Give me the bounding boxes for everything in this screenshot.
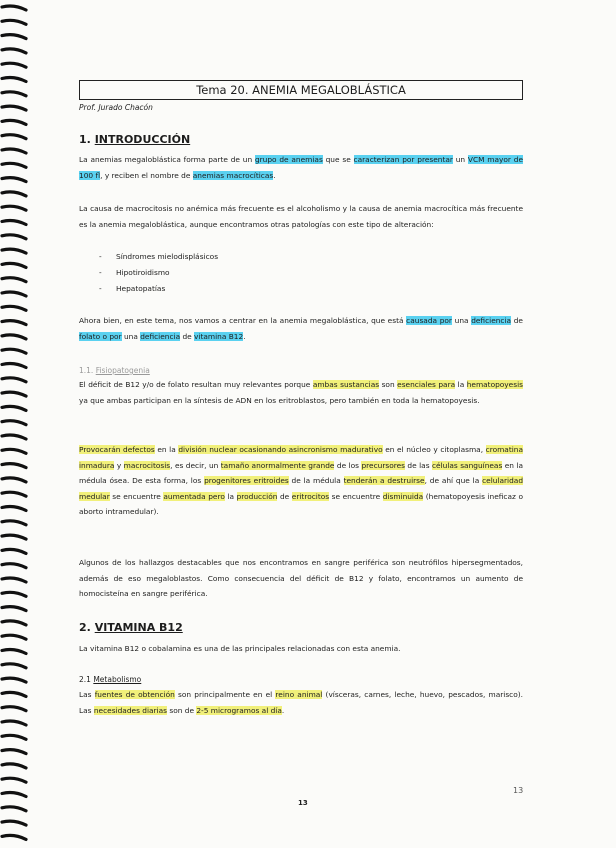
spiral-ring xyxy=(2,120,26,124)
spiral-ring xyxy=(2,263,26,267)
paragraph-focus: Ahora bien, en este tema, nos vamos a centrar en la anemia megaloblástica, que está causada por una deficiencia de folato o por una deficiencia de vitamina B12. xyxy=(79,316,523,341)
subsection-heading-2-1 xyxy=(79,675,141,684)
spiral-ring xyxy=(2,149,26,153)
spiral-ring xyxy=(2,192,26,196)
spiral-ring xyxy=(2,406,26,410)
section-heading-1 xyxy=(79,133,190,146)
section-heading-2 xyxy=(79,621,183,634)
spiral-ring xyxy=(2,535,26,539)
spiral-ring xyxy=(2,750,26,754)
spiral-ring xyxy=(2,592,26,596)
spiral-ring xyxy=(2,49,26,53)
spiral-ring xyxy=(2,35,26,39)
spiral-ring xyxy=(2,507,26,511)
author: Prof. Jurado Chacón xyxy=(79,103,153,112)
spiral-ring xyxy=(2,235,26,239)
page-number-corner: 13 xyxy=(513,786,524,795)
spiral-ring xyxy=(2,821,26,825)
section-number: 2. xyxy=(79,621,91,634)
spiral-ring xyxy=(2,78,26,82)
spiral-ring xyxy=(2,492,26,496)
spiral-ring xyxy=(2,421,26,425)
page-title: Tema 20. ANEMIA MEGALOBLÁSTICA xyxy=(79,80,523,100)
spiral-ring xyxy=(2,564,26,568)
causes-list xyxy=(99,249,218,297)
spiral-ring xyxy=(2,63,26,67)
subsection-heading-1-1 xyxy=(79,366,150,375)
spiral-ring xyxy=(2,221,26,225)
list-item: - Hepatopatías xyxy=(99,281,218,297)
spiral-ring xyxy=(2,621,26,625)
paragraph-causes: La causa de macrocitosis no anémica más frecuente es el alcoholismo y la causa de anemia macrocítica más frecuente es la anemia megaloblástica, aunque encontramos otras patologías con este tipo de alteración: xyxy=(79,204,523,229)
spiral-ring xyxy=(2,778,26,782)
section-number: 1. xyxy=(79,133,91,146)
list-item: - Síndromes mielodisplásicos xyxy=(99,249,218,265)
spiral-ring xyxy=(2,707,26,711)
spiral-ring xyxy=(2,6,26,10)
spiral-ring xyxy=(2,664,26,668)
spiral-ring xyxy=(2,835,26,839)
spiral-ring xyxy=(2,807,26,811)
spiral-ring xyxy=(2,335,26,339)
spiral-ring xyxy=(2,20,26,24)
spiral-ring xyxy=(2,106,26,110)
spiral-ring xyxy=(2,364,26,368)
section-title: VITAMINA B12 xyxy=(94,621,183,634)
paragraph-b12: La vitamina B12 o cobalamina es una de las principales relacionadas con esta anemia. xyxy=(79,644,401,653)
spiral-ring xyxy=(2,435,26,439)
subsection-title: Metabolismo xyxy=(93,675,142,684)
subsection-number: 2.1 xyxy=(79,675,91,684)
page-number: 13 xyxy=(298,799,308,807)
spiral-ring xyxy=(2,678,26,682)
spiral-ring xyxy=(2,692,26,696)
paragraph-fisiopatogenia: El déficit de B12 y/o de folato resultan muy relevantes porque ambas sustancias son esenciales para la hematopoyesis ya que ambas participan en la síntesis de ADN en los eritroblastos, pero también en toda la hematopoyesis. xyxy=(79,380,523,405)
spiral-ring xyxy=(2,464,26,468)
spiral-ring xyxy=(2,92,26,96)
spiral-binding xyxy=(0,0,36,848)
spiral-ring xyxy=(2,793,26,797)
spiral-ring xyxy=(2,478,26,482)
spiral-ring xyxy=(2,249,26,253)
spiral-ring xyxy=(2,549,26,553)
section-title: INTRODUCCIÓN xyxy=(94,133,191,146)
spiral-ring xyxy=(2,163,26,167)
spiral-ring xyxy=(2,135,26,139)
spiral-ring xyxy=(2,650,26,654)
subsection-number: 1.1. xyxy=(79,366,94,375)
spiral-ring xyxy=(2,735,26,739)
paragraph-defects: Provocarán defectos en la división nuclear ocasionando asincronismo madurativo en el núcleo y citoplasma, cromatina inmadura y macrocitosis, es decir, un tamaño anormalmente grande de los precursores de las células sanguíneas en la médula ósea. De esta forma, los progenitores eritroides de la médula tenderán a destruirse, de ahí que la celularidad medular se encuentre aumentada pero la producción de eritrocitos se encuentre disminuida (hematopoyesis ineficaz o aborto intramedular). xyxy=(79,445,524,516)
list-item: - Hipotiroidismo xyxy=(99,265,218,281)
spiral-ring xyxy=(2,206,26,210)
paragraph-metabolism: Las fuentes de obtención son principalmente en el reino animal (vísceras, carnes, leche, huevo, pescados, marisco). Las necesidades diarias son de 2-5 microgramos al día. xyxy=(79,690,523,715)
spiral-ring xyxy=(2,349,26,353)
paragraph-findings: Algunos de los hallazgos destacables que nos encontramos en sangre periférica son neutrófilos hipersegmentados, además de eso megaloblastos. Como consecuencia del déficit de B12 y folato, encontramos un aumento de homocisteína en sangre periférica. xyxy=(79,558,523,598)
spiral-ring xyxy=(2,378,26,382)
spiral-ring xyxy=(2,607,26,611)
paragraph-intro: La anemias megaloblástica forma parte de un grupo de anemias que se caracterizan por presentar un VCM mayor de 100 fl, y reciben el nombre de anemias macrocíticas. xyxy=(79,155,524,180)
spiral-ring xyxy=(2,292,26,296)
spiral-ring xyxy=(2,178,26,182)
spiral-ring xyxy=(2,278,26,282)
spiral-ring xyxy=(2,521,26,525)
spiral-ring xyxy=(2,721,26,725)
spiral-ring xyxy=(2,764,26,768)
spiral-ring xyxy=(2,578,26,582)
spiral-ring xyxy=(2,321,26,325)
spiral-ring xyxy=(2,635,26,639)
spiral-ring xyxy=(2,449,26,453)
spiral-ring xyxy=(2,392,26,396)
spiral-ring xyxy=(2,306,26,310)
subsection-title: Fisiopatogenia xyxy=(95,366,150,375)
